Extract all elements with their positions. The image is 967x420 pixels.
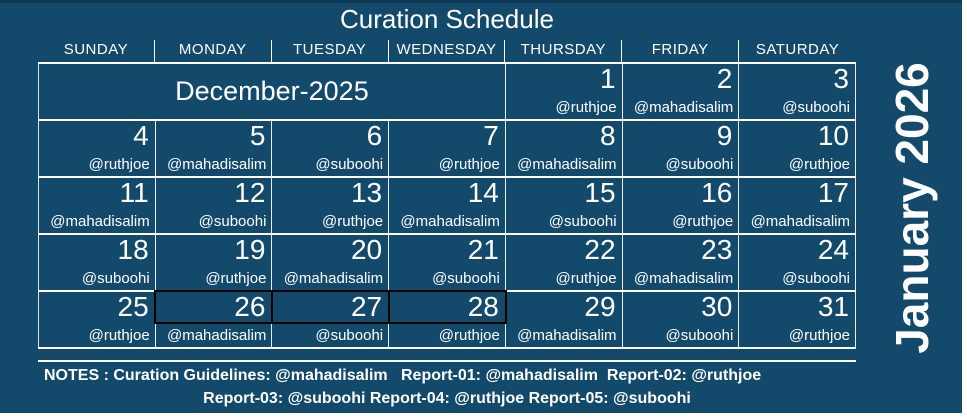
date-number: 24 <box>817 234 849 265</box>
date-number: 13 <box>350 177 383 208</box>
date-number: 6 <box>366 120 383 151</box>
month-label: December-2025 <box>39 64 506 119</box>
date-number: 23 <box>701 234 733 265</box>
assignee-handle: @suboohi <box>782 99 850 116</box>
notes-section <box>38 360 856 409</box>
assignee-handle: @suboohi <box>315 327 384 344</box>
calendar-cell-21 <box>389 235 506 290</box>
calendar-cell-13 <box>272 178 389 233</box>
side-month-label: January 2026 <box>886 62 938 354</box>
calendar-cell-11 <box>39 178 156 233</box>
date-number: 19 <box>234 234 266 265</box>
calendar-cell-4 <box>39 121 156 176</box>
date-number: 12 <box>234 177 266 208</box>
assignee-handle: @mahadisalim <box>166 156 267 173</box>
calendar-cell-8 <box>506 121 623 176</box>
slide-bottom-margin <box>0 413 967 420</box>
date-number: 1 <box>599 63 616 94</box>
assignee-handle: @suboohi <box>665 327 734 344</box>
date-number: 26 <box>234 291 266 322</box>
assignee-handle: @suboohi <box>548 213 617 230</box>
date-number: 27 <box>350 291 383 322</box>
date-number: 4 <box>133 120 149 151</box>
calendar-cell-5 <box>156 121 273 176</box>
weekday-label-monday: MONDAY <box>155 40 272 62</box>
calendar-cell-22 <box>506 235 623 290</box>
date-number: 5 <box>249 120 266 151</box>
calendar <box>38 40 856 349</box>
assignee-handle: @suboohi <box>432 270 500 287</box>
calendar-cell-17 <box>739 178 856 233</box>
calendar-cell-16 <box>623 178 740 233</box>
calendar-cell-14 <box>389 178 506 233</box>
assignee-handle: @mahadisalim <box>50 213 150 230</box>
assignee-handle: @mahadisalim <box>633 99 734 116</box>
calendar-cell-27 <box>272 292 389 347</box>
date-number: 3 <box>833 63 849 94</box>
calendar-cell-1 <box>506 64 623 119</box>
week-row <box>38 64 856 121</box>
assignee-handle: @suboohi <box>782 270 850 287</box>
calendar-cell-29 <box>506 292 623 347</box>
calendar-cell-25 <box>39 292 156 347</box>
assignee-handle: @mahadisalim <box>400 213 500 230</box>
date-number: 11 <box>119 177 149 208</box>
calendar-cell-12 <box>156 178 273 233</box>
week-row <box>38 121 856 178</box>
date-number: 30 <box>701 291 733 322</box>
date-number: 10 <box>817 120 849 151</box>
week-row <box>38 235 856 292</box>
calendar-cell-3 <box>739 64 856 119</box>
assignee-handle: @mahadisalim <box>517 156 617 173</box>
slide-right-margin <box>962 0 967 420</box>
date-number: 20 <box>350 234 383 265</box>
assignee-handle: @ruthjoe <box>555 270 617 287</box>
calendar-cell-26 <box>156 292 273 347</box>
assignee-handle: @ruthjoe <box>438 327 500 344</box>
calendar-cell-7 <box>389 121 506 176</box>
assignee-handle: @suboohi <box>198 213 267 230</box>
assignee-handle: @ruthjoe <box>555 99 617 116</box>
assignee-handle: @suboohi <box>315 156 384 173</box>
calendar-cell-30 <box>623 292 740 347</box>
calendar-cell-20 <box>272 235 389 290</box>
weekday-label-tuesday: TUESDAY <box>272 40 389 62</box>
weekday-label-saturday: SATURDAY <box>755 41 840 58</box>
assignee-handle: @mahadisalim <box>283 270 384 287</box>
notes-line-2: Report-03: @suboohi Report-04: @ruthjoe Report-05: @suboohi <box>203 390 691 407</box>
calendar-cell-19 <box>156 235 273 290</box>
calendar-cell-24 <box>739 235 856 290</box>
date-number: 9 <box>716 120 733 151</box>
weekday-label-wednesday: WEDNESDAY <box>389 40 506 62</box>
weekday-header <box>38 40 856 64</box>
calendar-cell-28 <box>389 292 506 347</box>
assignee-handle: @ruthjoe <box>438 156 500 173</box>
date-number: 28 <box>467 291 499 322</box>
date-number: 31 <box>817 291 849 322</box>
weekday-label-friday: FRIDAY <box>622 40 739 62</box>
calendar-grid <box>38 64 856 349</box>
weekday-label-sunday: SUNDAY <box>38 40 155 62</box>
assignee-handle: @suboohi <box>81 270 150 287</box>
notes-line-1: NOTES : Curation Guidelines: @mahadisalim Report-01: @mahadisalim Report-02: @ruthjoe <box>44 367 762 384</box>
assignee-handle: @ruthjoe <box>322 213 384 230</box>
week-row <box>38 178 856 235</box>
assignee-handle: @ruthjoe <box>788 327 850 344</box>
date-number: 22 <box>584 234 616 265</box>
date-number: 29 <box>584 291 616 322</box>
page-title: Curation Schedule <box>340 4 554 34</box>
calendar-cell-15 <box>506 178 623 233</box>
date-number: 7 <box>483 120 499 151</box>
assignee-handle: @ruthjoe <box>205 270 267 287</box>
date-number: 16 <box>701 177 733 208</box>
date-number: 2 <box>716 63 733 94</box>
assignee-handle: @ruthjoe <box>88 327 150 344</box>
date-number: 25 <box>117 291 149 322</box>
calendar-cell-10 <box>739 121 856 176</box>
weekday-label-thursday: THURSDAY <box>505 40 622 62</box>
calendar-cell-23 <box>623 235 740 290</box>
assignee-handle: @mahadisalim <box>166 327 267 344</box>
date-number: 17 <box>817 177 849 208</box>
date-number: 14 <box>467 177 499 208</box>
date-number: 15 <box>584 177 616 208</box>
calendar-cell-18 <box>39 235 156 290</box>
date-number: 21 <box>467 234 499 265</box>
calendar-cell-31 <box>739 292 856 347</box>
calendar-cell-9 <box>623 121 740 176</box>
week-row <box>38 292 856 349</box>
calendar-cell-2 <box>623 64 740 119</box>
assignee-handle: @ruthjoe <box>672 213 734 230</box>
date-number: 8 <box>599 120 616 151</box>
assignee-handle: @mahadisalim <box>750 213 850 230</box>
date-number: 18 <box>117 234 149 265</box>
slide-top-edge <box>0 0 967 3</box>
assignee-handle: @ruthjoe <box>88 156 150 173</box>
assignee-handle: @mahadisalim <box>633 270 734 287</box>
calendar-cell-6 <box>272 121 389 176</box>
assignee-handle: @suboohi <box>665 156 734 173</box>
assignee-handle: @ruthjoe <box>788 156 850 173</box>
assignee-handle: @mahadisalim <box>517 327 617 344</box>
